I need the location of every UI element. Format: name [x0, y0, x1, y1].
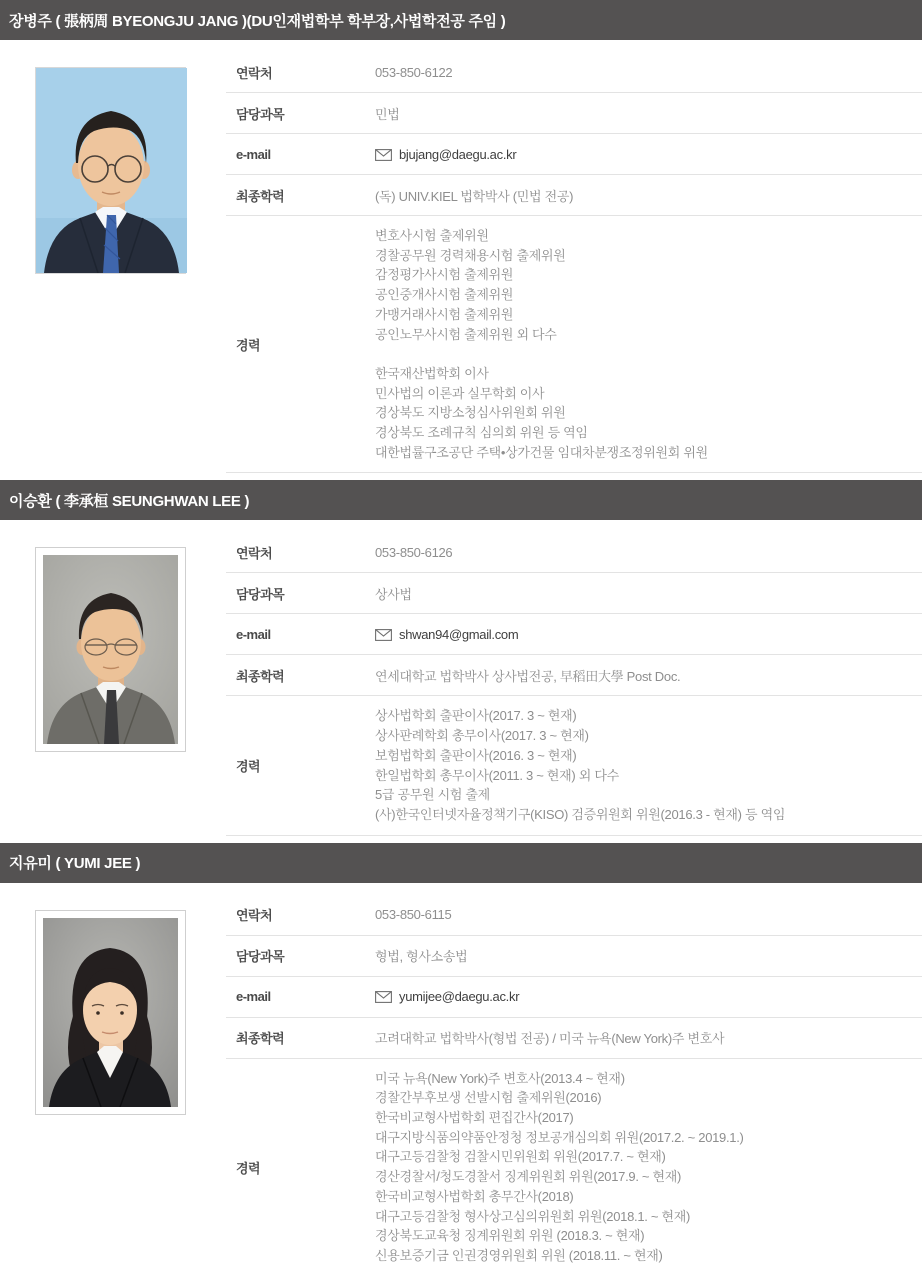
- career-line: 한국재산법학회 이사: [375, 365, 489, 381]
- education-label: 최종학력: [236, 188, 285, 204]
- subjects-value: 형법, 형사소송법: [375, 949, 468, 965]
- info-table: [226, 895, 922, 1276]
- email-text: shwan94@gmail.com: [399, 626, 519, 642]
- email-label: e-mail: [236, 626, 271, 642]
- profile-name: 지유미 ( YUMI JEE ): [9, 855, 141, 873]
- row-subjects: [226, 936, 922, 977]
- career-line: 경산경찰서/청도경찰서 징계위원회 위원(2017.9. ~ 현재): [375, 1169, 682, 1185]
- envelope-icon: [375, 629, 392, 641]
- row-contact: [226, 895, 922, 936]
- profile-content: [0, 520, 922, 835]
- career-line: 보험법학회 출판이사(2016. 3 ~ 현재): [375, 747, 577, 763]
- education-value: 연세대학교 법학박사 상사법전공, 早稻田大學 Post Doc.: [375, 668, 681, 684]
- row-education: [226, 1018, 922, 1059]
- row-email: [226, 614, 922, 655]
- contact-label: 연락처: [236, 545, 273, 561]
- career-line: 경상북도 지방소청심사위원회 위원: [375, 405, 566, 421]
- subjects-label: 담당과목: [236, 106, 285, 122]
- row-career: [226, 216, 922, 473]
- profile-header-bar: [0, 843, 922, 883]
- row-contact: [226, 52, 922, 93]
- subjects-value: 상사법: [375, 586, 412, 602]
- career-line: 감정평가사시험 출제위원: [375, 267, 514, 283]
- row-contact: [226, 532, 922, 573]
- row-career: [226, 1059, 922, 1276]
- row-education: [226, 175, 922, 216]
- career-line: 대구고등검찰청 형사상고심의위원회 위원(2018.1. ~ 현재): [375, 1208, 691, 1224]
- profile-photo: [35, 547, 186, 752]
- career-line: 가맹거래사시험 출제위원: [375, 306, 514, 322]
- portrait-photo-icon: [35, 547, 186, 752]
- career-line: 공인중개사시험 출제위원: [375, 287, 514, 303]
- profile-name: 장병주 ( 張柄周 BYEONGJU JANG )(DU인재법학부 학부장,사법학전공 주임 ): [9, 12, 506, 30]
- career-line: 한일법학회 총무이사(2011. 3 ~ 현재) 외 다수: [375, 767, 619, 783]
- subjects-value: 민법: [375, 106, 400, 122]
- contact-value: 053-850-6122: [375, 64, 453, 80]
- career-list: [375, 706, 785, 824]
- career-label: 경력: [236, 759, 261, 775]
- row-career: [226, 696, 922, 835]
- profile-section-lee: [0, 480, 922, 835]
- row-subjects: [226, 93, 922, 134]
- info-table: [226, 532, 922, 835]
- career-list: [375, 1069, 744, 1266]
- career-line: 한국비교형사법학회 총무간사(2018): [375, 1188, 574, 1204]
- contact-label: 연락처: [236, 908, 273, 924]
- profile-section-jee: [0, 843, 922, 1276]
- career-line: (사)한국인터넷자율정책기구(KISO) 검증위원회 위원(2016.3 - 현재) 등 역임: [375, 806, 786, 822]
- career-line: 5급 공무원 시험 출제: [375, 787, 490, 803]
- career-line: 한국비교형사법학회 편집간사(2017): [375, 1110, 574, 1126]
- contact-value: 053-850-6126: [375, 544, 453, 560]
- career-line: 신용보증기금 인권경영위원회 위원 (2018.11. ~ 현재): [375, 1247, 663, 1263]
- career-line: 대구지방식품의약품안정청 정보공개심의회 위원(2017.2. ~ 2019.1.): [375, 1129, 744, 1145]
- career-line: 대구고등검찰청 검찰시민위원회 위원(2017.7. ~ 현재): [375, 1149, 666, 1165]
- education-label: 최종학력: [236, 1031, 285, 1047]
- info-table: [226, 52, 922, 473]
- career-line: 공인노무사시험 출제위원 외 다수: [375, 326, 557, 342]
- email-label: e-mail: [236, 989, 271, 1005]
- profile-photo: [35, 910, 186, 1115]
- education-value: (독) UNIV.KIEL 법학박사 (민법 전공): [375, 188, 574, 204]
- career-line: [375, 344, 708, 364]
- career-line: 경찰공무원 경력채용시험 출제위원: [375, 247, 566, 263]
- career-line: 상사판례학회 총무이사(2017. 3 ~ 현재): [375, 728, 589, 744]
- email-text: yumijee@daegu.ac.kr: [399, 989, 520, 1005]
- career-line: 대한법률구조공단 주택•상가건물 임대차분쟁조정위원회 위원: [375, 444, 708, 460]
- row-email: [226, 134, 922, 175]
- email-label: e-mail: [236, 146, 271, 162]
- row-email: [226, 977, 922, 1018]
- career-line: 변호사시험 출제위원: [375, 228, 489, 243]
- row-subjects: [226, 573, 922, 614]
- education-label: 최종학력: [236, 668, 285, 684]
- portrait-photo-icon: [35, 910, 186, 1115]
- profile-section-jang: [0, 0, 922, 473]
- contact-value: 053-850-6115: [375, 907, 452, 923]
- career-line: 미국 뉴욕(New York)주 변호사(2013.4 ~ 현재): [375, 1070, 625, 1086]
- profile-photo: [35, 67, 186, 274]
- row-education: [226, 655, 922, 696]
- profile-name: 이승환 ( 李承桓 SEUNGHWAN LEE ): [9, 492, 250, 510]
- profile-content: [0, 883, 922, 1276]
- career-line: 경상북도 조례규칙 심의회 위원 등 역임: [375, 425, 588, 441]
- education-value: 고려대학교 법학박사(형법 전공) / 미국 뉴욕(New York)주 변호사: [375, 1031, 725, 1047]
- career-label: 경력: [236, 1160, 261, 1176]
- envelope-icon: [375, 991, 392, 1003]
- envelope-icon: [375, 149, 392, 161]
- email-text: bjujang@daegu.ac.kr: [399, 146, 517, 162]
- profile-content: [0, 40, 922, 473]
- profile-header-bar: [0, 0, 922, 40]
- career-line: 상사법학회 출판이사(2017. 3 ~ 현재): [375, 708, 577, 724]
- career-list: [375, 226, 708, 462]
- career-line: 경찰간부후보생 선발시험 출제위원(2016): [375, 1090, 602, 1106]
- subjects-label: 담당과목: [236, 949, 285, 965]
- email-link[interactable]: [375, 627, 518, 642]
- email-link[interactable]: [375, 989, 519, 1004]
- career-label: 경력: [236, 337, 261, 353]
- career-line: 민사법의 이론과 실무학회 이사: [375, 385, 545, 401]
- portrait-photo-icon: [35, 67, 186, 274]
- email-link[interactable]: [375, 147, 516, 162]
- subjects-label: 담당과목: [236, 586, 285, 602]
- career-line: 경상북도교육청 징계위원회 위원 (2018.3. ~ 현재): [375, 1228, 645, 1244]
- contact-label: 연락처: [236, 65, 273, 81]
- profile-header-bar: [0, 480, 922, 520]
